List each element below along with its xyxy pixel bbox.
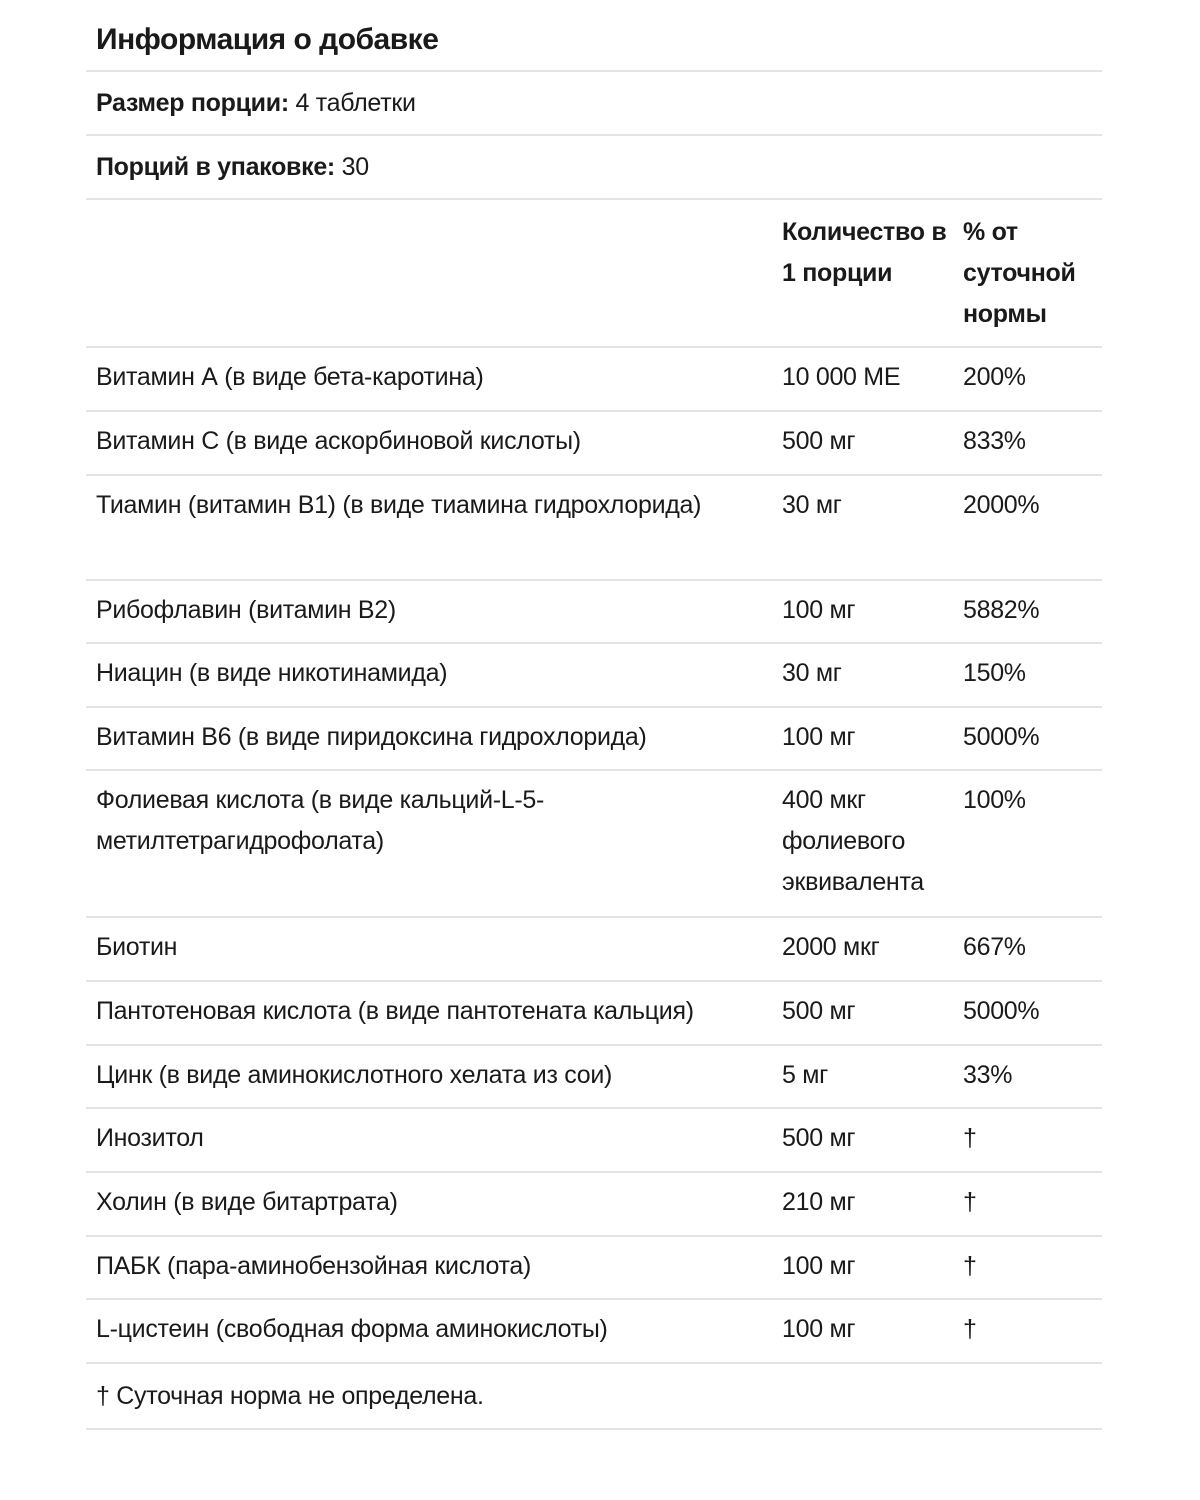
nutrient-amount: 100 мг [782, 723, 856, 751]
serving-size-label: Размер порции: [96, 88, 289, 117]
nutrient-daily-value: 5000% [963, 997, 1040, 1025]
servings-per-container-label: Порций в упаковке: [96, 152, 335, 181]
nutrient-amount: 500 мг [782, 427, 856, 455]
nutrient-amount: 400 мкг фолиевого эквивалента [782, 786, 924, 896]
table-row [86, 581, 1102, 644]
nutrient-amount: 100 мг [782, 1315, 856, 1343]
nutrient-name: ПАБК (пара-аминобензойная кислота) [96, 1252, 532, 1280]
servings-per-container-value: 30 [341, 152, 369, 181]
header-name-cell [86, 212, 782, 346]
table-row [86, 644, 1102, 708]
nutrient-name: Витамин B6 (в виде пиридоксина гидрохлорида) [96, 723, 647, 751]
nutrient-amount: 100 мг [782, 596, 856, 624]
header-amount: Количество в 1 порции [782, 218, 947, 287]
nutrient-daily-value: 33% [963, 1061, 1013, 1089]
table-row [86, 1109, 1102, 1173]
nutrient-daily-value: † [963, 1315, 977, 1343]
supplement-facts-panel [86, 8, 1102, 1430]
nutrient-daily-value: 2000% [963, 491, 1040, 519]
nutrient-daily-value: † [963, 1188, 977, 1216]
table-header-row [86, 200, 1102, 348]
nutrient-name: Пантотеновая кислота (в виде пантотената кальция) [96, 997, 694, 1025]
nutrient-daily-value: 100% [963, 786, 1026, 814]
nutrient-name: L-цистеин (свободная форма аминокислоты) [96, 1315, 608, 1343]
nutrient-daily-value: 150% [963, 659, 1026, 687]
table-row [86, 412, 1102, 476]
nutrient-amount: 30 мг [782, 659, 842, 687]
nutrient-amount: 30 мг [782, 491, 842, 519]
nutrient-daily-value: 200% [963, 363, 1026, 391]
nutrient-daily-value: 667% [963, 933, 1026, 961]
nutrient-amount: 5 мг [782, 1061, 828, 1089]
table-row [86, 1173, 1102, 1237]
table-row [86, 708, 1102, 771]
servings-per-container-row [86, 136, 1102, 200]
nutrient-amount: 100 мг [782, 1252, 856, 1280]
nutrient-daily-value: † [963, 1124, 977, 1152]
nutrient-daily-value: 5000% [963, 723, 1040, 751]
nutrient-name: Тиамин (витамин B1) (в виде тиамина гидрохлорида) [96, 491, 702, 519]
nutrient-name: Фолиевая кислота (в виде кальций-L-5-метилтетрагидрофолата) [96, 786, 545, 855]
table-row [86, 476, 1102, 581]
nutrient-name: Холин (в виде битартрата) [96, 1188, 398, 1216]
nutrient-name: Биотин [96, 933, 178, 961]
nutrient-daily-value: 833% [963, 427, 1026, 455]
nutrient-daily-value: † [963, 1252, 977, 1280]
nutrient-daily-value: 5882% [963, 596, 1040, 624]
header-daily-value: % от суточной нормы [963, 218, 1076, 328]
nutrient-amount: 2000 мкг [782, 933, 880, 961]
table-row [86, 1046, 1102, 1109]
nutrient-name: Цинк (в виде аминокислотного хелата из сои) [96, 1061, 613, 1089]
table-row [86, 771, 1102, 918]
nutrient-amount: 500 мг [782, 1124, 856, 1152]
serving-size-value: 4 таблетки [295, 88, 416, 117]
table-row [86, 1300, 1102, 1364]
table-row [86, 982, 1102, 1046]
footnote: † Суточная норма не определена. [86, 1364, 1102, 1430]
nutrient-name: Инозитол [96, 1124, 204, 1152]
nutrient-name: Ниацин (в виде никотинамида) [96, 659, 448, 687]
table-row [86, 918, 1102, 982]
nutrient-name: Витамин С (в виде аскорбиновой кислоты) [96, 427, 581, 455]
nutrient-name: Рибофлавин (витамин B2) [96, 596, 396, 624]
serving-size-row [86, 72, 1102, 136]
nutrient-amount: 10 000 МЕ [782, 363, 901, 391]
nutrient-name: Витамин А (в виде бета-каротина) [96, 363, 484, 391]
table-row [86, 1237, 1102, 1300]
panel-title: Информация о добавке [86, 8, 1102, 72]
nutrient-amount: 210 мг [782, 1188, 856, 1216]
nutrient-amount: 500 мг [782, 997, 856, 1025]
table-row [86, 348, 1102, 412]
